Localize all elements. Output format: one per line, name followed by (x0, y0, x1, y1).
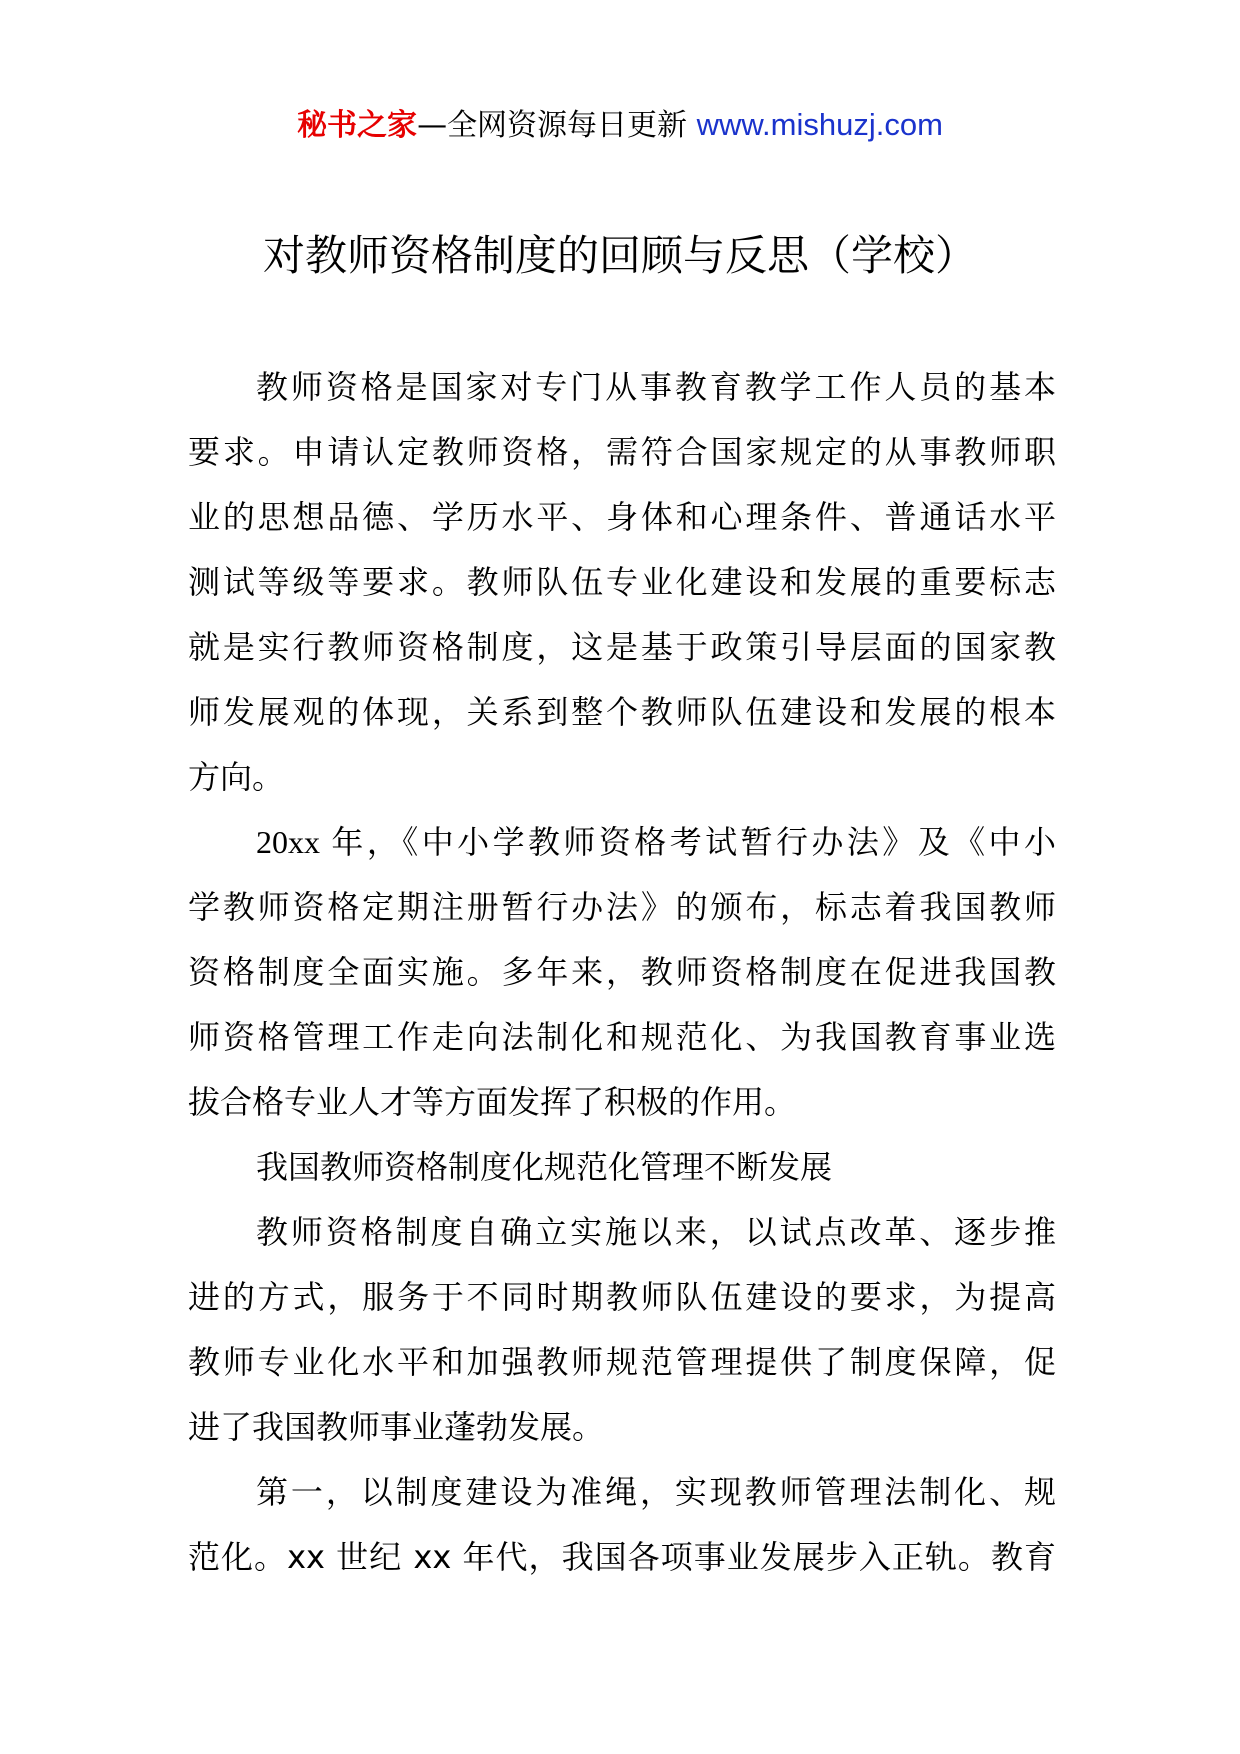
text-line: 我国教师资格制度化规范化管理不断发展 (256, 1148, 833, 1186)
site-url-link[interactable]: www.mishuzj.com (696, 107, 943, 142)
text-line: 测试等级等要求。教师队伍专业化建设和发展的重要标志 (188, 563, 1056, 601)
text-line: 教师资格制度自确立实施以来，以试点改革、逐步推 (256, 1213, 1056, 1251)
text-line: 教师专业化水平和加强教师规范管理提供了制度保障，促 (188, 1343, 1056, 1381)
text-line: 进了我国教师事业蓬勃发展。 (188, 1408, 605, 1446)
section-heading (188, 1135, 1056, 1200)
text-line: 就是实行教师资格制度，这是基于政策引导层面的国家教 (188, 628, 1056, 666)
paragraph-1 (188, 355, 1056, 810)
paragraph-3 (188, 1200, 1056, 1460)
text-line: 要求。申请认定教师资格，需符合国家规定的从事教师职 (188, 433, 1056, 471)
paragraph-4 (188, 1460, 1056, 1590)
text-line: 师资格管理工作走向法制化和规范化、为我国教育事业选 (188, 1018, 1056, 1056)
text-line: 教师资格是国家对专门从事教育教学工作人员的基本 (256, 368, 1056, 406)
text-line: 拔合格专业人才等方面发挥了积极的作用。 (188, 1083, 797, 1121)
document-body (188, 355, 1056, 1590)
brand-name: 秘书之家 (297, 108, 418, 143)
text-line: 范化。xx 世纪 xx 年代，我国各项事业发展步入正轨。教育 (188, 1538, 1056, 1576)
text-line: 学教师资格定期注册暂行办法》的颁布，标志着我国教师 (188, 888, 1056, 926)
text-line: 方向。 (188, 758, 285, 796)
text-line: 20xx 年，《中小学教师资格考试暂行办法》及《中小 (256, 824, 1056, 860)
document-title: 对教师资格制度的回顾与反思（学校） (262, 231, 977, 280)
header-tagline: —全网资源每日更新 (417, 108, 697, 143)
text-line: 师发展观的体现，关系到整个教师队伍建设和发展的根本 (188, 693, 1056, 731)
text-line: 进的方式，服务于不同时期教师队伍建设的要求，为提高 (188, 1278, 1056, 1316)
paragraph-2 (188, 810, 1056, 1135)
site-header (0, 103, 1240, 148)
text-line: 资格制度全面实施。多年来，教师资格制度在促进我国教 (188, 953, 1056, 991)
text-line: 第一，以制度建设为准绳，实现教师管理法制化、规 (256, 1473, 1056, 1511)
text-line: 业的思想品德、学历水平、身体和心理条件、普通话水平 (188, 498, 1056, 536)
